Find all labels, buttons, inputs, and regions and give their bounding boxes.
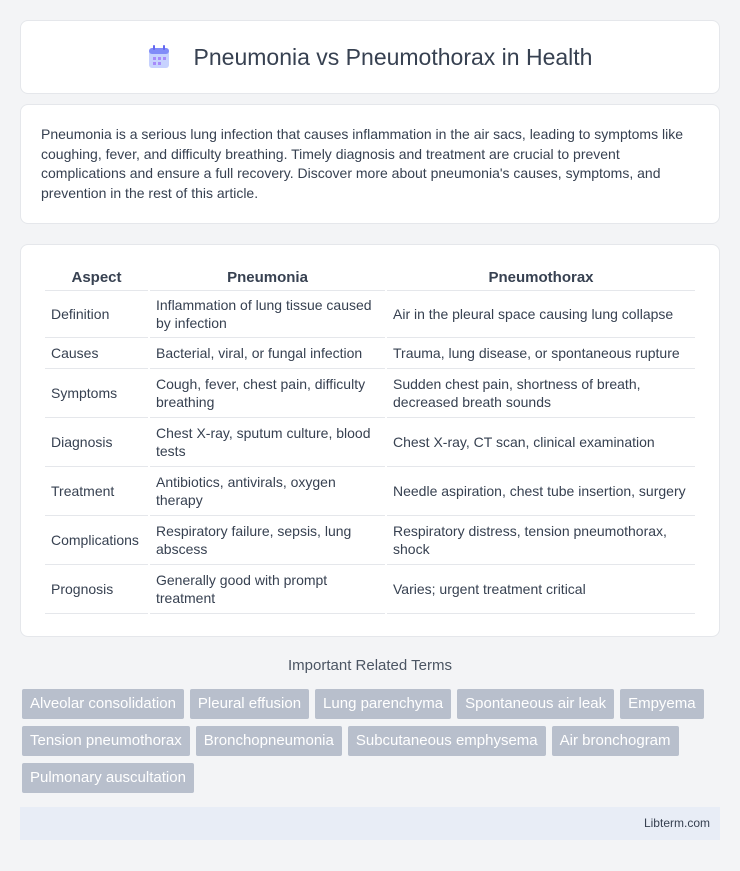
cell-aspect: Diagnosis [45,418,148,467]
comparison-table [43,265,697,614]
cell-aspect: Prognosis [45,565,148,614]
cell-aspect: Symptoms [45,369,148,418]
cell-pneumonia: Chest X-ray, sputum culture, blood tests [150,418,385,467]
title-card [20,20,720,94]
header-aspect: Aspect [45,265,148,291]
term-tag[interactable]: Subcutaneous emphysema [348,726,546,756]
comparison-table-card [20,244,720,637]
term-tag[interactable]: Pleural effusion [190,689,309,719]
table-row [45,291,695,338]
calendar-icon [148,45,170,69]
cell-pneumonia: Bacterial, viral, or fungal infection [150,338,385,369]
related-terms-title: Important Related Terms [288,657,452,674]
cell-pneumonia: Cough, fever, chest pain, difficulty breathing [150,369,385,418]
term-tag[interactable]: Air bronchogram [552,726,679,756]
term-tag[interactable]: Bronchopneumonia [196,726,342,756]
footer [20,807,720,840]
cell-pneumothorax: Respiratory distress, tension pneumothorax, shock [387,516,695,565]
term-tag[interactable]: Pulmonary auscultation [22,763,194,793]
term-tag[interactable]: Lung parenchyma [315,689,451,719]
table-row [45,369,695,418]
term-tag[interactable]: Spontaneous air leak [457,689,614,719]
intro-card [20,104,720,224]
cell-pneumonia: Inflammation of lung tissue caused by infection [150,291,385,338]
cell-pneumothorax: Sudden chest pain, shortness of breath, decreased breath sounds [387,369,695,418]
term-tag[interactable]: Tension pneumothorax [22,726,190,756]
cell-pneumothorax: Air in the pleural space causing lung collapse [387,291,695,338]
cell-aspect: Causes [45,338,148,369]
cell-pneumonia: Antibiotics, antivirals, oxygen therapy [150,467,385,516]
header-pneumothorax: Pneumothorax [387,265,695,291]
cell-aspect: Definition [45,291,148,338]
cell-pneumonia: Respiratory failure, sepsis, lung abscess [150,516,385,565]
page-title: Pneumonia vs Pneumothorax in Health [193,43,593,70]
related-terms-list [22,689,722,800]
header-pneumonia: Pneumonia [150,265,385,291]
cell-pneumothorax: Trauma, lung disease, or spontaneous rupture [387,338,695,369]
cell-pneumothorax: Varies; urgent treatment critical [387,565,695,614]
footer-link[interactable]: Libterm.com [643,816,710,830]
table-row [45,418,695,467]
term-tag[interactable]: Alveolar consolidation [22,689,184,719]
cell-aspect: Treatment [45,467,148,516]
table-row [45,565,695,614]
table-row [45,338,695,369]
cell-pneumothorax: Chest X-ray, CT scan, clinical examination [387,418,695,467]
table-row [45,467,695,516]
cell-pneumothorax: Needle aspiration, chest tube insertion, surgery [387,467,695,516]
cell-pneumonia: Generally good with prompt treatment [150,565,385,614]
cell-aspect: Complications [45,516,148,565]
table-row [45,516,695,565]
term-tag[interactable]: Empyema [620,689,704,719]
intro-text: Pneumonia is a serious lung infection that causes inflammation in the air sacs, leading to symptoms like coughing, fever, and difficulty breathing. Timely diagnosis and treatment are crucial to prevent complications and ensure a full recovery. Discover more about pneumonia's causes, symptoms, and prevention in the rest of this article. [41,126,683,201]
